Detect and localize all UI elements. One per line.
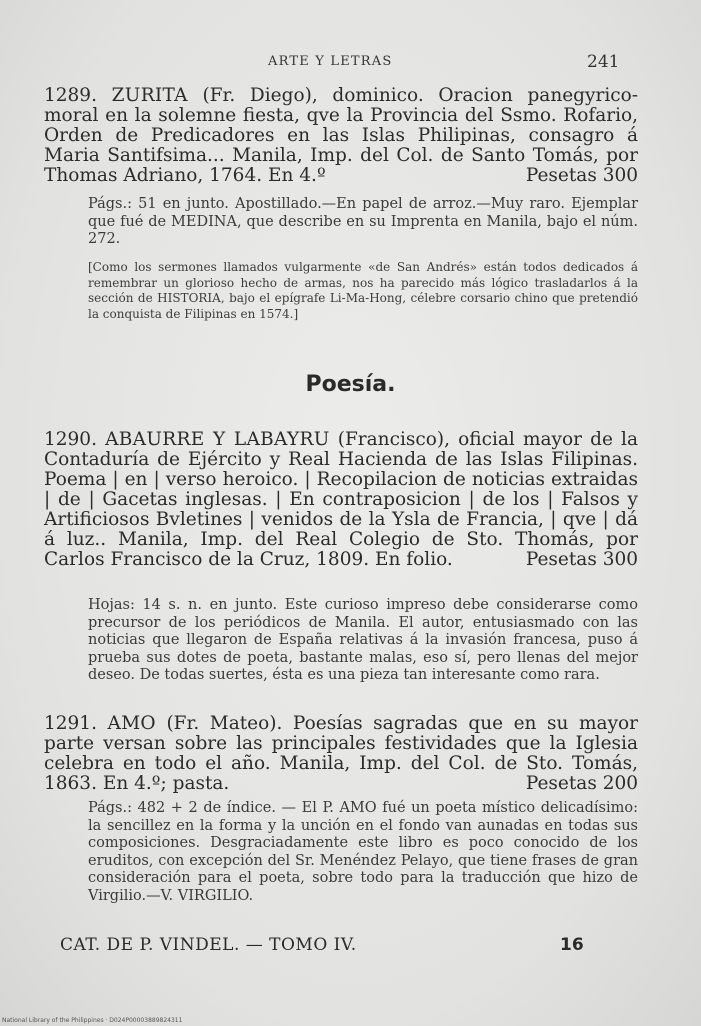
entry-note: Hojas: 14 s. n. en junto. Este curioso impreso debe considerarse como precursor de los periódicos de Manila. El autor, entusiasmado con las noticias que llegaron de España relativas á la invasión francesa, puso á prueba sus dotes de poeta, bastante malas, eso sí, pero llenas del mejor deseo. De todas suertes, ésta es una pieza tan interesante como rara. [88,597,638,683]
entry-author: ZURITA [111,85,188,106]
page-number: 241 [587,52,620,72]
entry-number: 1290. [44,429,97,450]
entry-bracket-note: [Como los sermones llamados vulgarmente «de San Andrés» están todos dedicados á remembrar un glorioso hecho de armas, nos ha parecido más lógico trasladarlos á la sección de HISTORIA, bajo el epígrafe Li-Ma-Hong, célebre corsario chino que pretendió la conquista de Filipinas en 1574.] [88,260,638,321]
entry-note: Págs.: 482 + 2 de índice. — El P. AMO fué un poeta místico delicadísimo: la sencillez en la forma y la unción en el fondo van aunadas en todas sus composiciones. Desgraciadamente este libro es poco conocido de los eruditos, con excepción del Sr. Menéndez Pelayo, que tiene frases de gran consideración para el poeta, sobre todo para la traducción que hizo de Virgilio.—V. VIRGILIO. [88,800,638,904]
running-title: ARTE Y LETRAS [268,54,393,69]
entry-number: 1291. [44,713,97,734]
entry-description: (Francisco), oficial mayor de la Contaduría de Ejército y Real Hacienda de las Islas Filipinas. Poema | en | verso heroico. | Recopilacion de noticias extraidas | de | Gacetas inglesas. | En contraposicion | de los | Falsos y Artificiosos Bvletines | venidos de la Ysla de Francia, | qve | dá á luz.. Manila, Imp. del Real Colegio de Sto. Thomás, por Carlos Francisco de la Cruz, 1809. En folio. [44,429,638,570]
entry-price: Pesetas 200 [525,773,638,794]
entry-price: Pesetas 300 [525,165,638,186]
running-header [0,52,701,76]
catalog-signature-line: CAT. DE P. VINDEL. — TOMO IV. [60,935,357,955]
catalog-entry-1290 [44,430,638,570]
section-heading: Poesía. [305,372,396,397]
page-footer [60,935,584,961]
entry-description: (Fr. Diego), dominico. Oracion panegyrico-moral en la solemne fiesta, qve la Provincia del Ssmo. Rofario, Orden de Predicadores en las Islas Philipinas, consagro á Maria Santifsima... Manila, Imp. del Col. de Santo Tomás, por Thomas Adriano, 1764. En 4.º [44,85,638,186]
gathering-signature: 16 [560,935,584,955]
library-stamp: National Library of the Philippines · D024P00003889824311 [2,1017,183,1024]
catalog-entry-1289 [44,86,638,186]
entry-note: Págs.: 51 en junto. Apostillado.—En papel de arroz.—Muy raro. Ejemplar que fué de MEDINA, que describe en su Imprenta en Manila, bajo el núm. 272. [88,196,638,247]
catalog-entry-1291 [44,714,638,794]
entry-number: 1289. [44,85,97,106]
entry-description: (Fr. Mateo). Poesías sagradas que en su mayor parte versan sobre las principales festividades que la Iglesia celebra en todo el año. Manila, Imp. del Col. de Sto. Tomás, 1863. En 4.º; pasta. [44,713,638,794]
entry-author: ABAURRE Y LABAYRU [105,429,330,450]
entry-author: AMO [107,713,156,734]
entry-price: Pesetas 300 [525,549,638,570]
